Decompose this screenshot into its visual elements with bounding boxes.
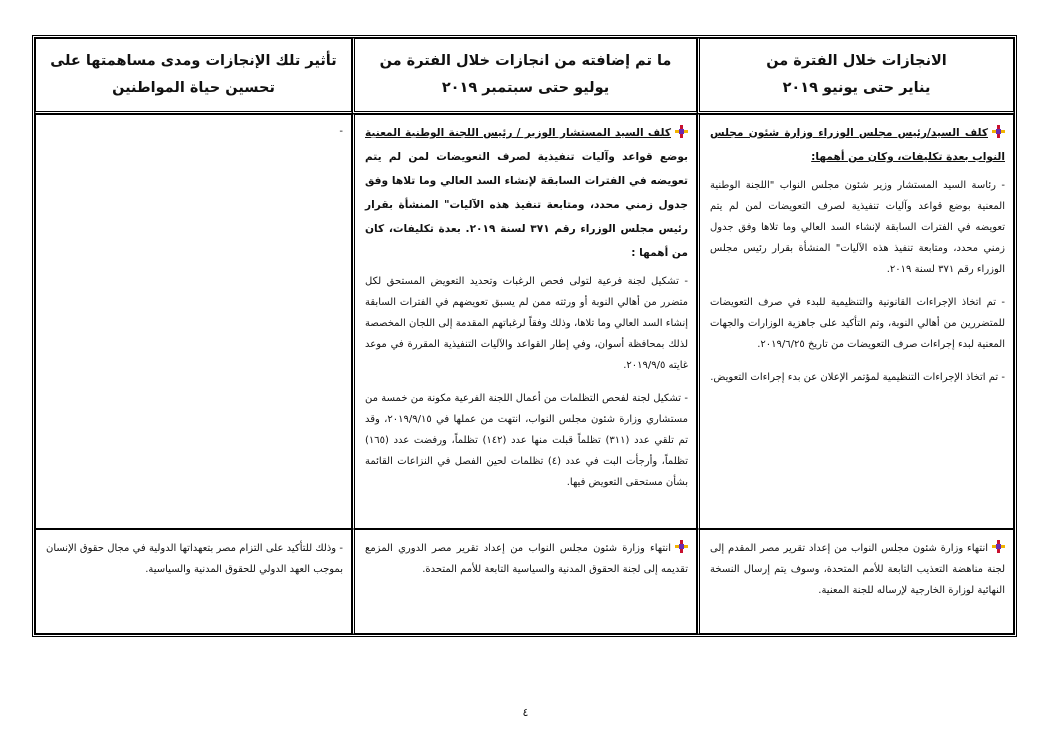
cell-row1-jan-jun (697, 114, 1014, 529)
list-item: - تم اتخاذ الإجراءات التنظيمية لمؤتمر الإعلان عن بدء إجراءات التعويض. (710, 372, 1005, 383)
lead-underlined-text: كلف السيد المستشار الوزير / رئيس اللجنة الوطنية المعنية (365, 127, 671, 139)
dash-text: - (339, 126, 343, 137)
lead-paragraph (365, 121, 688, 265)
lead-text: بوضع قواعد وآليات تنفيذية لصرف التعويضات لمن لم يتم تعويضه في الفترات السابقة لإنشاء السد العالي وما تلاها وفق جدول زمني محدد، ومتابعة تنفيذ هذه الآليات" المنشأة بقرار رئيس مجلس الوزراء رقم ٣٧١ لسنة ٢٠١٩. بعدة تكليفات، كان من أهمها : (365, 151, 688, 259)
cell-row1-jul-sep (352, 114, 697, 529)
header-jul-sep (352, 38, 697, 114)
header-impact (35, 38, 352, 114)
lead-paragraph (710, 121, 1005, 169)
list-item-text: تشكيل لجنة فرعية لتولى فحص الرغبات وتحديد التعويض المستحق لكل متضرر من أهالي النوبة أو ورثته ممن لم يسبق تعويضهم في الفترات السابقة إنشاء السد العالي وما تلاها، وذلك وفقاً لرغباتهم المقدمة إلى اللجان المخصصة لذلك بمحافظة أسوان، وفي إطار القواعد والآليات التنفيذية المقررة في موعد غايته ٢٠١٩/٩/٥. (365, 276, 688, 371)
cell-row2-jan-jun (697, 529, 1014, 634)
cell-text: وذلك للتأكيد على التزام مصر بتعهداتها الدولية في مجال حقوق الإنسان بموجب العهد الدولي للحقوق المدنية والسياسية. (46, 543, 343, 575)
page-number: ٤ (522, 706, 529, 719)
list-item: - تم اتخاذ الإجراءات القانونية والتنظيمية للبدء في صرف التعويضات للمتضررين من أهالي النوبة، وتم التأكيد على جاهزية الوزارات والجهات المعنية لبدء إجراءات صرف التعويضات من تاريخ ٢٠١٩/٦/٢٥. (710, 297, 1005, 350)
list-item: - رئاسة السيد المستشار وزير شئون مجلس النواب "اللجنة الوطنية المعنية بوضع قواعد وآليات تنفيذية لصرف التعويضات لمن لم يتم تعويضه في الفترات السابقة لإنشاء السد العالي وما تلاها وفق جدول زمني محدد، ومتابعة تنفيذ هذه الآليات" المنشأة بقرار رئيس مجلس الوزراء رقم ٣٧١ لسنة ٢٠١٩. (710, 180, 1005, 275)
list-item-text: تم اتخاذ الإجراءات القانونية والتنظيمية للبدء في صرف التعويضات للمتضررين من أهالي النوبة، وتم التأكيد على جاهزية الوزارات والجهات المعنية لبدء إجراءات صرف التعويضات من تاريخ ٢٠١٩/٦/٢٥. (710, 297, 1005, 350)
cell-row1-impact (35, 114, 352, 529)
list-item-text: رئاسة السيد المستشار وزير شئون مجلس النواب "اللجنة الوطنية المعنية بوضع قواعد وآليات تنفيذية لصرف التعويضات لمن لم يتم تعويضه في الفترات السابقة لإنشاء السد العالي وما تلاها وفق جدول زمني محدد، ومتابعة تنفيذ هذه الآليات" المنشأة بقرار رئيس مجلس الوزراء رقم ٣٧١ لسنة ٢٠١٩. (710, 180, 1005, 275)
list-item-text: تشكيل لجنة لفحص التظلمات من أعمال اللجنة الفرعية مكونة من خمسة من مستشاري وزارة شئون مجلس النواب، انتهت من عملها في ٢٠١٩/٩/١٥، وقد تم تلقي عدد (٣١١) تظلماً قبلت منها عدد (١٤٢) تظلماً، ورفضت عدد (١٦٥) تظلماً، وأرجأت البت في عدد (٤) تظلمات لحين الفصل في النزاعات القائمة بشأن مستحقى التعويض فيها. (365, 393, 689, 488)
cell-text: انتهاء وزارة شئون مجلس النواب من إعداد تقرير مصر المقدم إلى لجنة مناهضة التعذيب التابعة للأمم المتحدة، وسوف يتم إرسال النسخة النهائية لوزارة الخارجية لإرساله للجنة المعنية. (710, 543, 1005, 596)
header-impact-text: تأثير تلك الإنجازات ومدى مساهمتها على تحسين حياة المواطنين (50, 53, 337, 96)
header-row (35, 38, 1014, 114)
list-item-text: تم اتخاذ الإجراءات التنظيمية لمؤتمر الإعلان عن بدء إجراءات التعويض. (710, 372, 999, 383)
cell-row2-impact: - وذلك للتأكيد على التزام مصر بتعهداتها الدولية في مجال حقوق الإنسان بموجب العهد الدولي للحقوق المدنية والسياسية. (35, 529, 352, 634)
cell-text: انتهاء وزارة شئون مجلس النواب من إعداد تقرير مصر الدوري المزمع تقديمه إلى لجنة الحقوق المدنية والسياسية التابعة للأمم المتحدة. (365, 543, 688, 575)
header-jan-jun-text: الانجازات خلال الفترة من يناير حتى يونيو ٢٠١٩ (766, 53, 947, 96)
header-jul-sep-text: ما تم إضافته من انجازات خلال الفترة من يوليو حتى سبتمبر ٢٠١٩ (379, 53, 672, 96)
table-row (35, 529, 1014, 634)
cross-bullet-icon (992, 540, 1005, 553)
cell-row2-jul-sep (352, 529, 697, 634)
header-jan-jun (697, 38, 1014, 114)
list-item: - تشكيل لجنة فرعية لتولى فحص الرغبات وتحديد التعويض المستحق لكل متضرر من أهالي النوبة أو ورثته ممن لم يسبق تعويضهم في الفترات السابقة إنشاء السد العالي وما تلاها، وذلك وفقاً لرغباتهم المقدمة إلى اللجان المخصصة لذلك بمحافظة أسوان، وفي إطار القواعد والآليات التنفيذية المقررة في موعد غايته ٢٠١٩/٩/٥. (365, 276, 688, 371)
cross-bullet-icon (675, 540, 688, 553)
list-item: - تشكيل لجنة لفحص التظلمات من أعمال اللجنة الفرعية مكونة من خمسة من مستشاري وزارة شئون مجلس النواب، انتهت من عملها في ٢٠١٩/٩/١٥، وقد تم تلقي عدد (٣١١) تظلماً قبلت منها عدد (١٤٢) تظلماً، ورفضت عدد (١٦٥) تظلماً، وأرجأت البت في عدد (٤) تظلمات لحين الفصل في النزاعات القائمة بشأن مستحقى التعويض فيها. (365, 393, 689, 488)
achievements-table (32, 35, 1017, 637)
table-row (35, 114, 1014, 529)
lead-text: كلف السيد/رئيس مجلس الوزراء وزارة شئون مجلس النواب بعدة تكليفات، وكان من أهمها: (710, 127, 1005, 163)
cross-bullet-icon (675, 125, 688, 138)
cross-bullet-icon (992, 125, 1005, 138)
